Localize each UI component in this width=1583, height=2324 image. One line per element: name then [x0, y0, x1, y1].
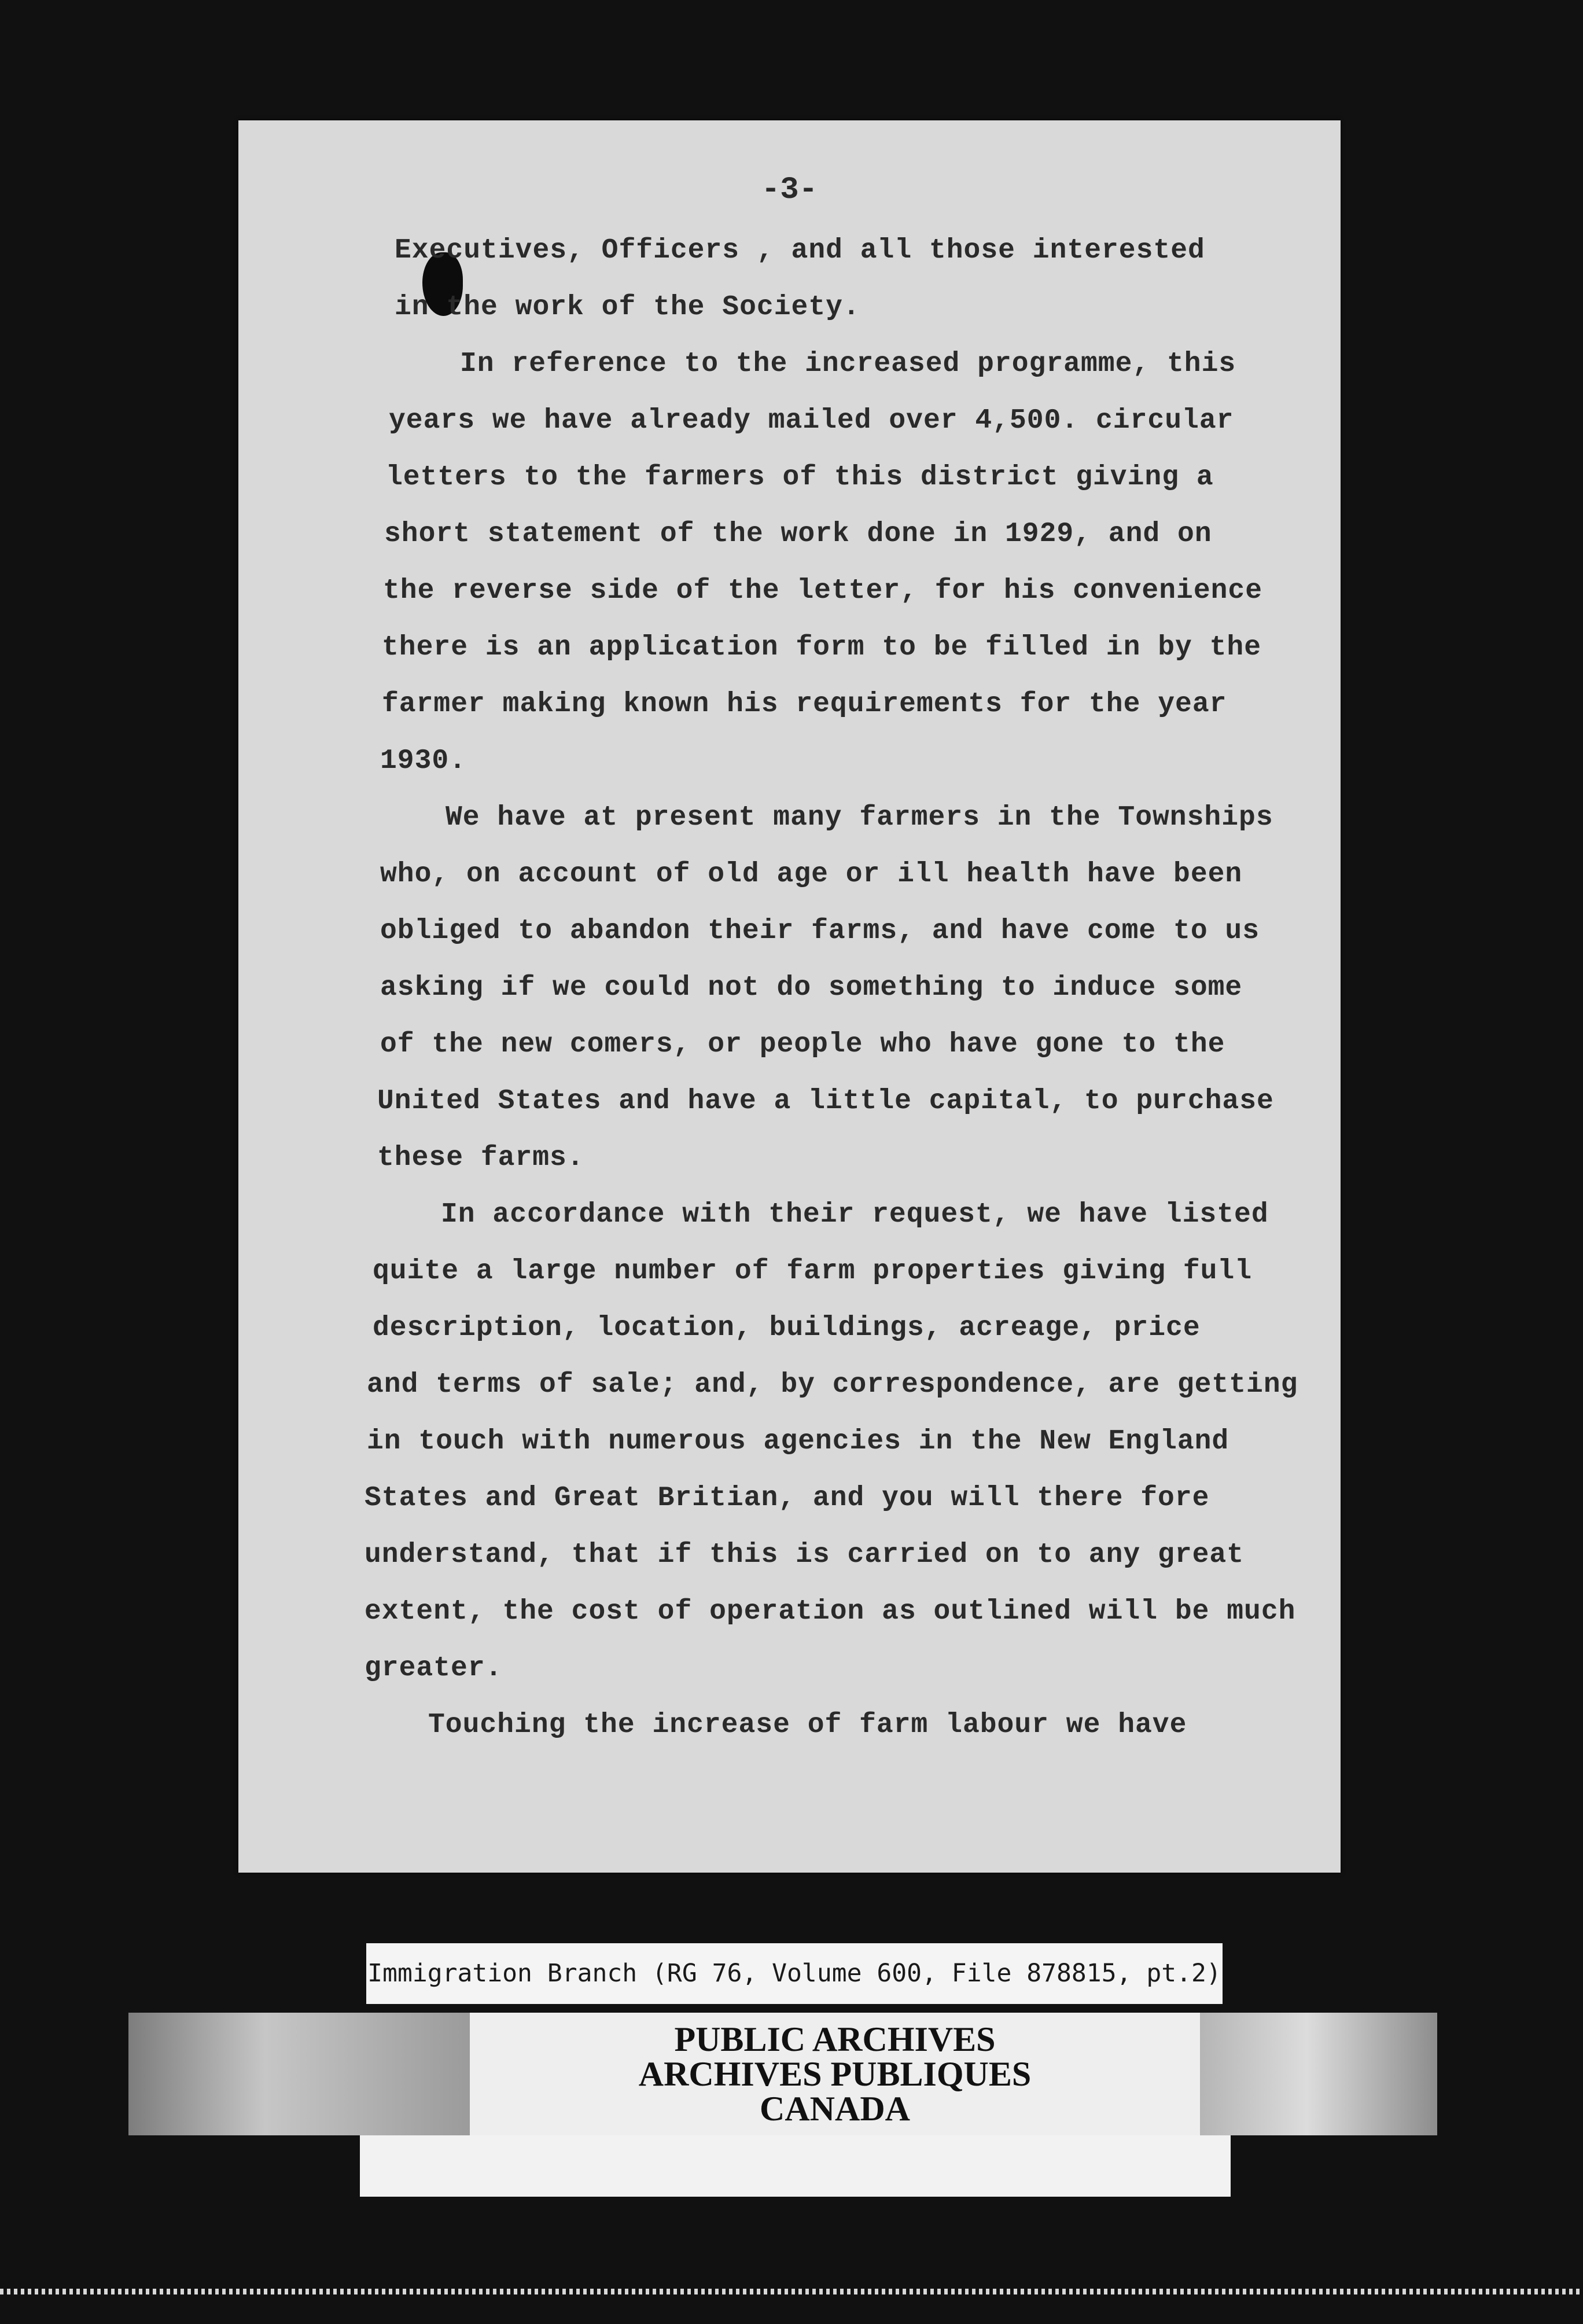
text-line-26: greater. [365, 1653, 503, 1684]
text-line-9: farmer making known his requirements for the year [382, 689, 1227, 720]
text-line-12: who, on account of old age or ill health have been [380, 859, 1243, 890]
text-line-3: In reference to the increased programme, this [460, 348, 1236, 380]
archive-reference-caption: Immigration Branch (RG 76, Volume 600, File 878815, pt.2) [366, 1943, 1223, 2004]
stamp-line-2: ARCHIVES PUBLIQUES [638, 2055, 1032, 2093]
text-line-20: description, location, buildings, acreage, price [373, 1312, 1201, 1344]
text-line-27: Touching the increase of farm labour we have [428, 1709, 1187, 1741]
text-line-22: in touch with numerous agencies in the New England [367, 1426, 1229, 1457]
archive-stamp [470, 2013, 1200, 2135]
text-line-2: in the work of the Society. [395, 292, 860, 323]
archive-stamp-strip [128, 2013, 1437, 2135]
text-line-8: there is an application form to be filled in by the [382, 632, 1262, 663]
stamp-line-3: CANADA [760, 2090, 910, 2128]
stamp-line-1: PUBLIC ARCHIVES [674, 2020, 996, 2058]
text-line-24: understand, that if this is carried on to any great [365, 1539, 1245, 1571]
document-page [238, 120, 1341, 1873]
text-line-1: Executives, Officers , and all those interested [395, 235, 1205, 266]
page-number: -3- [761, 172, 818, 208]
text-line-21: and terms of sale; and, by correspondence, are getting [367, 1369, 1298, 1400]
text-line-18: In accordance with their request, we have listed [441, 1199, 1269, 1230]
text-line-5: letters to the farmers of this district giving a [386, 462, 1214, 493]
stamp-strip-right-end [1200, 2013, 1437, 2135]
blank-label-strip [360, 2135, 1231, 2197]
stamp-strip-left-end [128, 2013, 470, 2135]
text-line-25: extent, the cost of operation as outlined will be much [365, 1596, 1296, 1627]
film-bottom-edge [0, 2289, 1583, 2294]
text-line-10: 1930. [380, 745, 467, 777]
text-line-7: the reverse side of the letter, for his convenience [383, 575, 1263, 606]
text-line-15: of the new comers, or people who have gone to the [380, 1029, 1225, 1060]
text-line-4: years we have already mailed over 4,500. circular [389, 405, 1234, 436]
text-line-11: We have at present many farmers in the Townships [446, 802, 1273, 833]
text-line-23: States and Great Britian, and you will there fore [365, 1483, 1210, 1514]
text-line-6: short statement of the work done in 1929, and on [384, 519, 1212, 550]
text-line-13: obliged to abandon their farms, and have come to us [380, 915, 1260, 947]
text-line-14: asking if we could not do something to induce some [380, 972, 1243, 1003]
text-line-17: these farms. [377, 1142, 584, 1174]
text-line-19: quite a large number of farm properties giving full [373, 1256, 1253, 1287]
text-line-16: United States and have a little capital, to purchase [377, 1086, 1274, 1117]
